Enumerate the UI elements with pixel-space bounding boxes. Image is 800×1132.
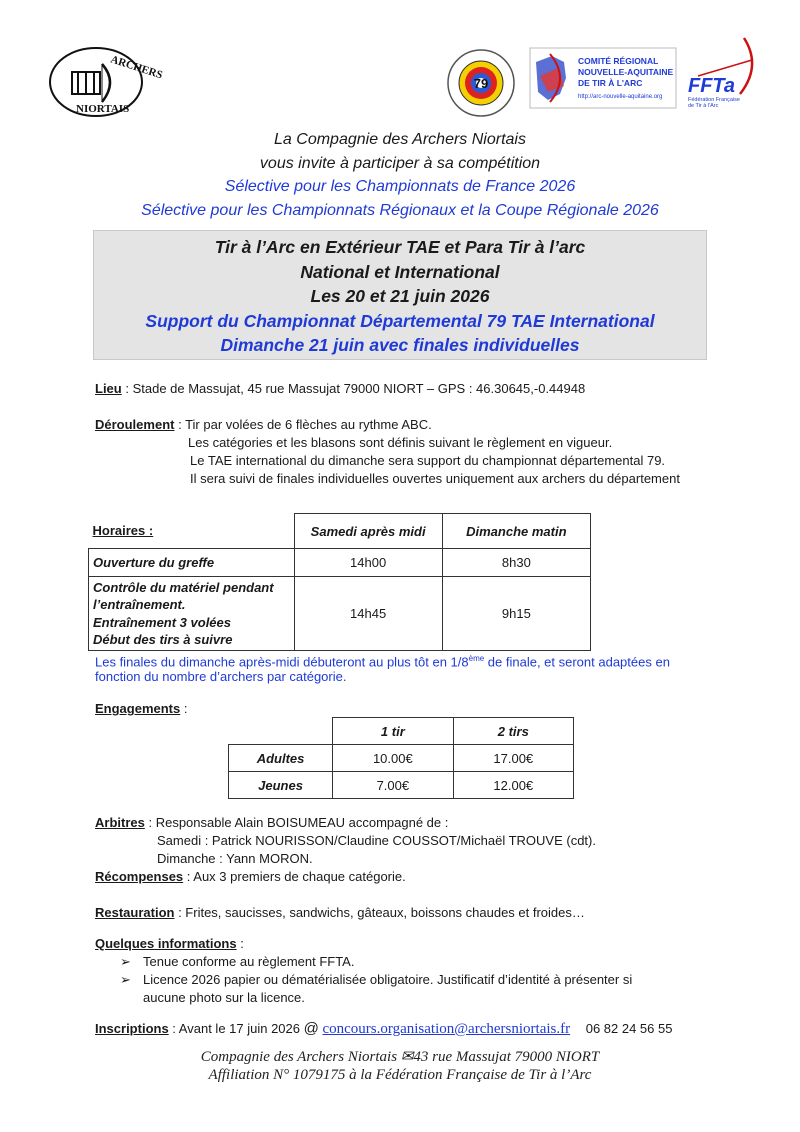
intro-line2: vous invite à participer à sa compétition — [259, 154, 541, 172]
horaires-row-controle-sat: 14h45 — [294, 577, 442, 651]
regional-url: http://arc-nouvelle-aquitaine.org — [578, 94, 663, 100]
arbitres-line1: Arbitres : Responsable Alain BOISUMEAU accompagné de : — [95, 815, 449, 830]
intro-line1: La Compagnie des Archers Niortais — [274, 131, 526, 148]
deroulement-line1 — [95, 416, 432, 434]
inscriptions-phone: 06 82 24 56 55 — [585, 1021, 673, 1036]
deroulement-line2: Les catégories et les blasons sont définis suivant le règlement en vigueur. — [188, 435, 613, 450]
ffta-sub2: de Tir à l'Arc — [688, 103, 719, 109]
ffta-sub1: Fédération Française — [688, 97, 740, 103]
bullet-arrow-icon: ➢ — [120, 972, 131, 987]
horaires-col-dimanche: Dimanche matin — [442, 514, 590, 549]
horaires-label: Horaires : — [92, 523, 154, 539]
inscriptions-line: Inscriptions : Avant le 17 juin 2026 @ concours.organisation@archersniortais.fr 06 82 24 56 55 — [95, 1020, 673, 1037]
finales-note-line1: Les finales du dimanche après-midi débuteront au plus tôt en 1/8ème de finale, et seront adaptées en — [95, 654, 670, 670]
infos-line: Quelques informations : — [95, 936, 244, 951]
fees-col-2tirs: 2 tirs — [453, 718, 573, 745]
infos-item1: ➢ Tenue conforme au règlement FFTA. — [120, 954, 355, 969]
regional-line1: COMITÉ RÉGIONAL — [578, 56, 659, 66]
banner-line4: Support du Championnat Départemental 79 TAE International — [145, 310, 655, 331]
banner-line1: Tir à l’Arc en Extérieur TAE et Para Tir à l’arc — [214, 237, 586, 257]
horaires-row-controle-label: Contrôle du matériel pendant l’entraînement. Entraînement 3 volées Début des tirs à suivre — [89, 577, 295, 651]
logo-text-top: ARCHERS — [109, 53, 164, 82]
engagements-label: Engagements — [95, 701, 181, 716]
fees-row-adultes-1tir: 10.00€ — [333, 745, 453, 772]
banner-line5: Dimanche 21 juin avec finales individuelles — [220, 335, 580, 355]
intro-line4: Sélective pour les Championnats Régionaux et la Coupe Régionale 2026 — [141, 201, 659, 219]
bullet-arrow-icon: ➢ — [120, 954, 131, 969]
deroulement-label: Déroulement — [95, 417, 175, 432]
arbitres-line2: Samedi : Patrick NOURISSON/Claudine COUSSOT/Michaël TROUVE (cdt). — [157, 833, 596, 848]
infos-item2-line2: aucune photo sur la licence. — [143, 990, 305, 1005]
event-banner — [93, 230, 707, 360]
regional-line3: DE TIR À L'ARC — [578, 78, 643, 88]
banner-line3: Les 20 et 21 juin 2026 — [310, 286, 490, 306]
horaires-col-samedi: Samedi après midi — [294, 514, 442, 549]
horaires-row-greffe-sun: 8h30 — [442, 549, 590, 577]
ffta-logo — [684, 36, 760, 110]
deroulement-line4: Il sera suivi de finales individuelles ouvertes uniquement aux archers du département — [190, 471, 680, 486]
footer-line2: Affiliation N° 1079175 à la Fédération Française de Tir à l’Arc — [208, 1067, 592, 1083]
horaires-row-controle-sun: 9h15 — [442, 577, 590, 651]
fees-row-adultes-2tirs: 17.00€ — [453, 745, 573, 772]
engagements-line: Engagements : — [95, 701, 188, 716]
infos-label: Quelques informations — [95, 936, 237, 951]
finales-note-line2: fonction du nombre d’archers par catégorie. — [95, 669, 347, 684]
at-icon: @ — [303, 1020, 319, 1037]
fees-row-adultes-label: Adultes — [229, 745, 333, 772]
restauration-line: Restauration : Frites, saucisses, sandwichs, gâteaux, boissons chaudes et froides… — [95, 905, 585, 920]
horaires-row-greffe-label: Ouverture du greffe — [89, 549, 295, 577]
recompenses-label: Récompenses — [95, 869, 184, 884]
engagements-table — [228, 717, 574, 799]
lieu-label: Lieu — [95, 381, 122, 396]
footer-line1: Compagnie des Archers Niortais ✉43 rue Massujat 79000 NIORT — [200, 1049, 600, 1065]
fees-row-jeunes-2tirs: 12.00€ — [453, 772, 573, 799]
horaires-table — [88, 513, 591, 651]
restauration-label: Restauration — [95, 905, 175, 920]
fees-col-1tir: 1 tir — [333, 718, 453, 745]
deroulement-text1: : Tir par volées de 6 flèches au rythme ABC. — [174, 417, 432, 432]
committee-79-number: 79 — [473, 76, 489, 91]
ffta-text: FFTa — [688, 75, 736, 97]
regional-line2: NOUVELLE-AQUITAINE — [578, 67, 674, 77]
inscriptions-email-link[interactable]: concours.organisation@archersniortais.fr — [322, 1021, 571, 1037]
intro-line3: Sélective pour les Championnats de France 2026 — [224, 178, 576, 195]
banner-line2: National et International — [300, 261, 500, 282]
intro-block — [0, 128, 800, 222]
comite-regional-logo — [530, 48, 676, 108]
logo-text-bottom: NIORTAIS — [76, 103, 130, 115]
footer — [0, 1048, 800, 1084]
lieu-text: : Stade de Massujat, 45 rue Massujat 79000 NIORT – GPS : 46.30645,-0.44948 — [121, 381, 586, 396]
arbitres-label: Arbitres — [95, 815, 145, 830]
lieu-line — [95, 380, 585, 398]
inscriptions-label: Inscriptions — [95, 1021, 169, 1036]
archers-niortais-logo — [46, 46, 164, 118]
comite-79-logo — [446, 48, 516, 118]
horaires-row-greffe-sat: 14h00 — [294, 549, 442, 577]
arbitres-line3: Dimanche : Yann MORON. — [157, 851, 313, 866]
envelope-icon: ✉ — [400, 1049, 414, 1065]
fees-row-jeunes-1tir: 7.00€ — [333, 772, 453, 799]
fees-row-jeunes-label: Jeunes — [229, 772, 333, 799]
deroulement-line3: Le TAE international du dimanche sera support du championnat départemental 79. — [190, 453, 666, 468]
infos-item2: ➢ Licence 2026 papier ou dématérialisée obligatoire. Justificatif d’identité à présenter si — [120, 972, 633, 987]
recompenses-line: Récompenses : Aux 3 premiers de chaque catégorie. — [95, 869, 406, 884]
